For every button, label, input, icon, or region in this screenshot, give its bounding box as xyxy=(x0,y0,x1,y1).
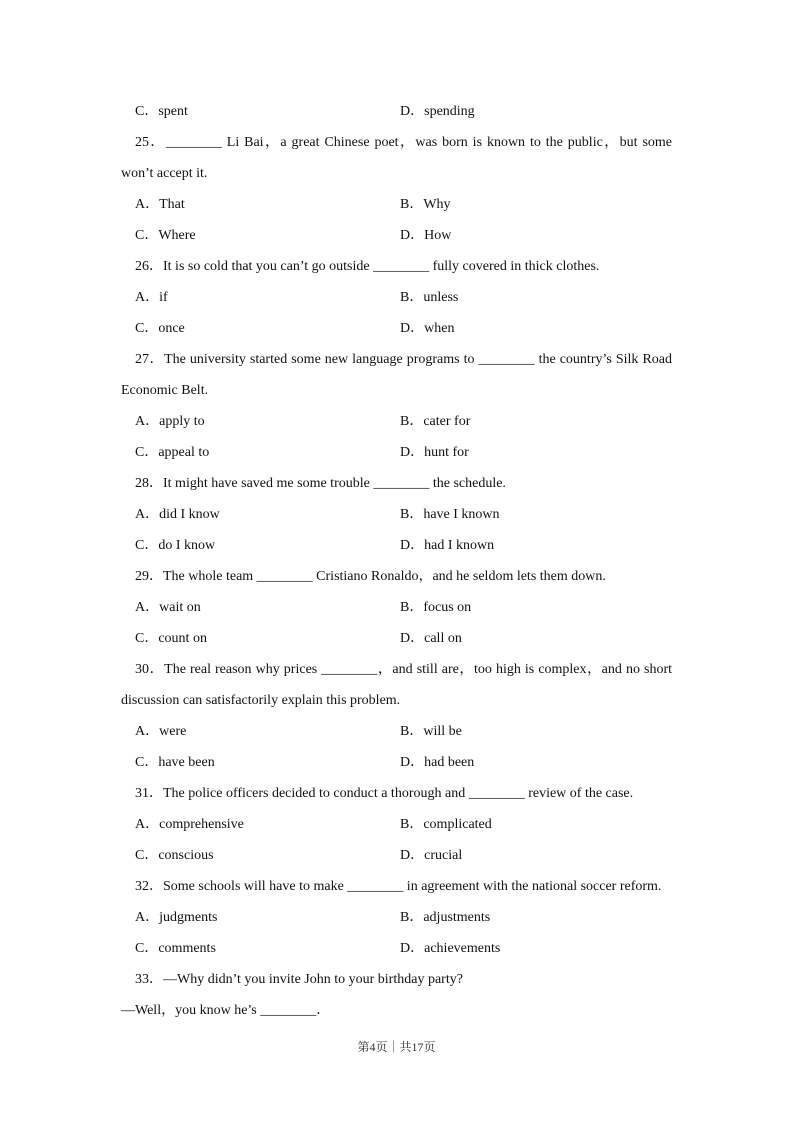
option-label: C． xyxy=(135,848,159,863)
question-block xyxy=(121,871,672,964)
question-block xyxy=(121,561,672,654)
option-text: have been xyxy=(158,755,215,770)
question-stem xyxy=(121,251,672,282)
answer-option xyxy=(400,809,672,840)
option-label: A． xyxy=(135,600,160,615)
answer-option xyxy=(135,747,400,778)
question-stem-text: It might have saved me some trouble ________ the schedule. xyxy=(163,476,506,491)
answer-option xyxy=(135,189,400,220)
question-number: 31． xyxy=(135,786,163,801)
question-stem-text: The police officers decided to conduct a thorough and ________ review of the case. xyxy=(163,786,634,801)
answer-option xyxy=(135,282,400,313)
question-stem-text: ________ Li Bai，a great Chinese poet，was born is known to the public，but some won’t accept it. xyxy=(121,135,673,181)
option-label: A． xyxy=(135,910,160,925)
option-text: have I known xyxy=(423,507,500,522)
option-text: once xyxy=(158,321,185,336)
option-label: B． xyxy=(400,910,424,925)
question-number: 29． xyxy=(135,569,163,584)
answer-option xyxy=(400,406,672,437)
answer-option xyxy=(400,437,672,468)
option-label: C． xyxy=(135,538,159,553)
question-number: 33． xyxy=(135,972,163,987)
answer-option xyxy=(135,716,400,747)
question-stem-text: —Why didn’t you invite John to your birthday party? xyxy=(163,972,463,987)
question-number: 32． xyxy=(135,879,163,894)
question-options xyxy=(121,406,672,468)
answer-option xyxy=(400,96,672,127)
answer-option xyxy=(135,933,400,964)
answer-option xyxy=(135,437,400,468)
question-options xyxy=(121,96,672,127)
question-options xyxy=(121,592,672,654)
option-text: focus on xyxy=(423,600,472,615)
option-label: B． xyxy=(400,724,424,739)
question-options xyxy=(121,716,672,778)
question-number: 28． xyxy=(135,476,163,491)
option-label: D． xyxy=(400,228,425,243)
answer-option xyxy=(135,220,400,251)
answer-option xyxy=(400,840,672,871)
option-label: D． xyxy=(400,755,425,770)
answer-option xyxy=(135,499,400,530)
option-text: if xyxy=(159,290,168,305)
option-text: had I known xyxy=(424,538,495,553)
option-label: C． xyxy=(135,941,159,956)
answer-option xyxy=(400,220,672,251)
option-label: D． xyxy=(400,631,425,646)
option-label: D． xyxy=(400,941,425,956)
question-options xyxy=(121,809,672,871)
option-label: A． xyxy=(135,724,160,739)
question-options xyxy=(121,189,672,251)
answer-option xyxy=(135,96,400,127)
question-number: 26． xyxy=(135,259,163,274)
option-text: achievements xyxy=(424,941,501,956)
option-text: comments xyxy=(158,941,216,956)
option-text: crucial xyxy=(424,848,463,863)
question-stem xyxy=(121,654,672,716)
question-options xyxy=(121,499,672,561)
answer-option xyxy=(400,499,672,530)
option-text: Where xyxy=(158,228,196,243)
option-text: How xyxy=(424,228,452,243)
answer-option xyxy=(135,592,400,623)
question-stem xyxy=(121,561,672,592)
question-block xyxy=(121,344,672,468)
answer-option xyxy=(135,902,400,933)
option-text: count on xyxy=(158,631,207,646)
option-label: C． xyxy=(135,755,159,770)
question-block xyxy=(121,468,672,561)
question-stem xyxy=(121,871,672,902)
question-stem-text: Some schools will have to make ________ in agreement with the national soccer reform. xyxy=(163,879,662,894)
page-number: 第4页｜共17页 xyxy=(357,1040,436,1054)
option-text: when xyxy=(424,321,455,336)
option-label: C． xyxy=(135,104,159,119)
answer-option xyxy=(135,313,400,344)
answer-option xyxy=(400,902,672,933)
option-label: D． xyxy=(400,848,425,863)
answer-option xyxy=(400,189,672,220)
option-text: had been xyxy=(424,755,475,770)
option-text: did I know xyxy=(159,507,220,522)
question-block xyxy=(121,654,672,778)
option-label: D． xyxy=(400,321,425,336)
question-block xyxy=(121,127,672,251)
option-label: D． xyxy=(400,104,425,119)
option-text: wait on xyxy=(159,600,201,615)
option-text: adjustments xyxy=(423,910,491,925)
option-text: appeal to xyxy=(158,445,210,460)
option-text: conscious xyxy=(158,848,214,863)
question-stem-text: The whole team ________ Cristiano Ronaldo，and he seldom lets them down. xyxy=(163,569,606,584)
answer-option xyxy=(400,592,672,623)
question-list xyxy=(121,127,672,1026)
option-text: judgments xyxy=(159,910,218,925)
answer-option xyxy=(135,809,400,840)
exam-content xyxy=(121,96,672,1026)
question-block xyxy=(121,251,672,344)
option-label: A． xyxy=(135,507,160,522)
option-label: C． xyxy=(135,228,159,243)
option-text: Why xyxy=(423,197,451,212)
option-label: C． xyxy=(135,445,159,460)
option-text: That xyxy=(159,197,185,212)
question-stem xyxy=(121,468,672,499)
option-label: B． xyxy=(400,197,424,212)
question-followup: —Well，you know he’s ________． xyxy=(121,1003,331,1018)
option-label: C． xyxy=(135,631,159,646)
option-label: A． xyxy=(135,290,160,305)
answer-option xyxy=(400,623,672,654)
answer-option xyxy=(400,933,672,964)
option-label: D． xyxy=(400,538,425,553)
option-text: comprehensive xyxy=(159,817,244,832)
answer-option xyxy=(400,747,672,778)
question-options xyxy=(121,902,672,964)
question-stem-text: It is so cold that you can’t go outside ________ fully covered in thick clothes. xyxy=(163,259,600,274)
option-label: B． xyxy=(400,817,424,832)
question-options xyxy=(121,282,672,344)
answer-option xyxy=(400,530,672,561)
option-text: hunt for xyxy=(424,445,469,460)
option-text: apply to xyxy=(159,414,205,429)
continued-question-block xyxy=(121,96,672,127)
option-text: will be xyxy=(423,724,462,739)
option-text: unless xyxy=(423,290,459,305)
option-label: B． xyxy=(400,414,424,429)
option-label: C． xyxy=(135,321,159,336)
answer-option xyxy=(135,840,400,871)
option-label: B． xyxy=(400,290,424,305)
option-text: call on xyxy=(424,631,462,646)
option-text: cater for xyxy=(423,414,471,429)
option-label: B． xyxy=(400,600,424,615)
option-text: were xyxy=(159,724,187,739)
page-footer xyxy=(0,1038,793,1056)
answer-option xyxy=(400,282,672,313)
question-stem xyxy=(121,344,672,406)
answer-option xyxy=(400,716,672,747)
option-text: spent xyxy=(158,104,188,119)
option-label: D． xyxy=(400,445,425,460)
option-label: B． xyxy=(400,507,424,522)
question-number: 30． xyxy=(135,662,165,677)
option-text: complicated xyxy=(423,817,492,832)
answer-option xyxy=(400,313,672,344)
option-label: A． xyxy=(135,817,160,832)
question-stem-text: The university started some new language programs to ________ the country’s Silk Road Economic Belt. xyxy=(121,352,672,398)
answer-option xyxy=(135,623,400,654)
option-label: A． xyxy=(135,197,160,212)
question-stem xyxy=(121,964,672,995)
option-text: do I know xyxy=(158,538,216,553)
question-number: 27． xyxy=(135,352,165,367)
question-stem xyxy=(121,127,672,189)
question-stem-text: The real reason why prices ________，and still are，too high is complex，and no short discussion can satisfactorily explain this problem. xyxy=(121,662,673,708)
option-label: A． xyxy=(135,414,160,429)
question-block xyxy=(121,964,672,1026)
option-text: spending xyxy=(424,104,475,119)
question-number: 25． xyxy=(135,135,166,150)
question-block xyxy=(121,778,672,871)
answer-option xyxy=(135,406,400,437)
answer-option xyxy=(135,530,400,561)
question-stem xyxy=(121,778,672,809)
